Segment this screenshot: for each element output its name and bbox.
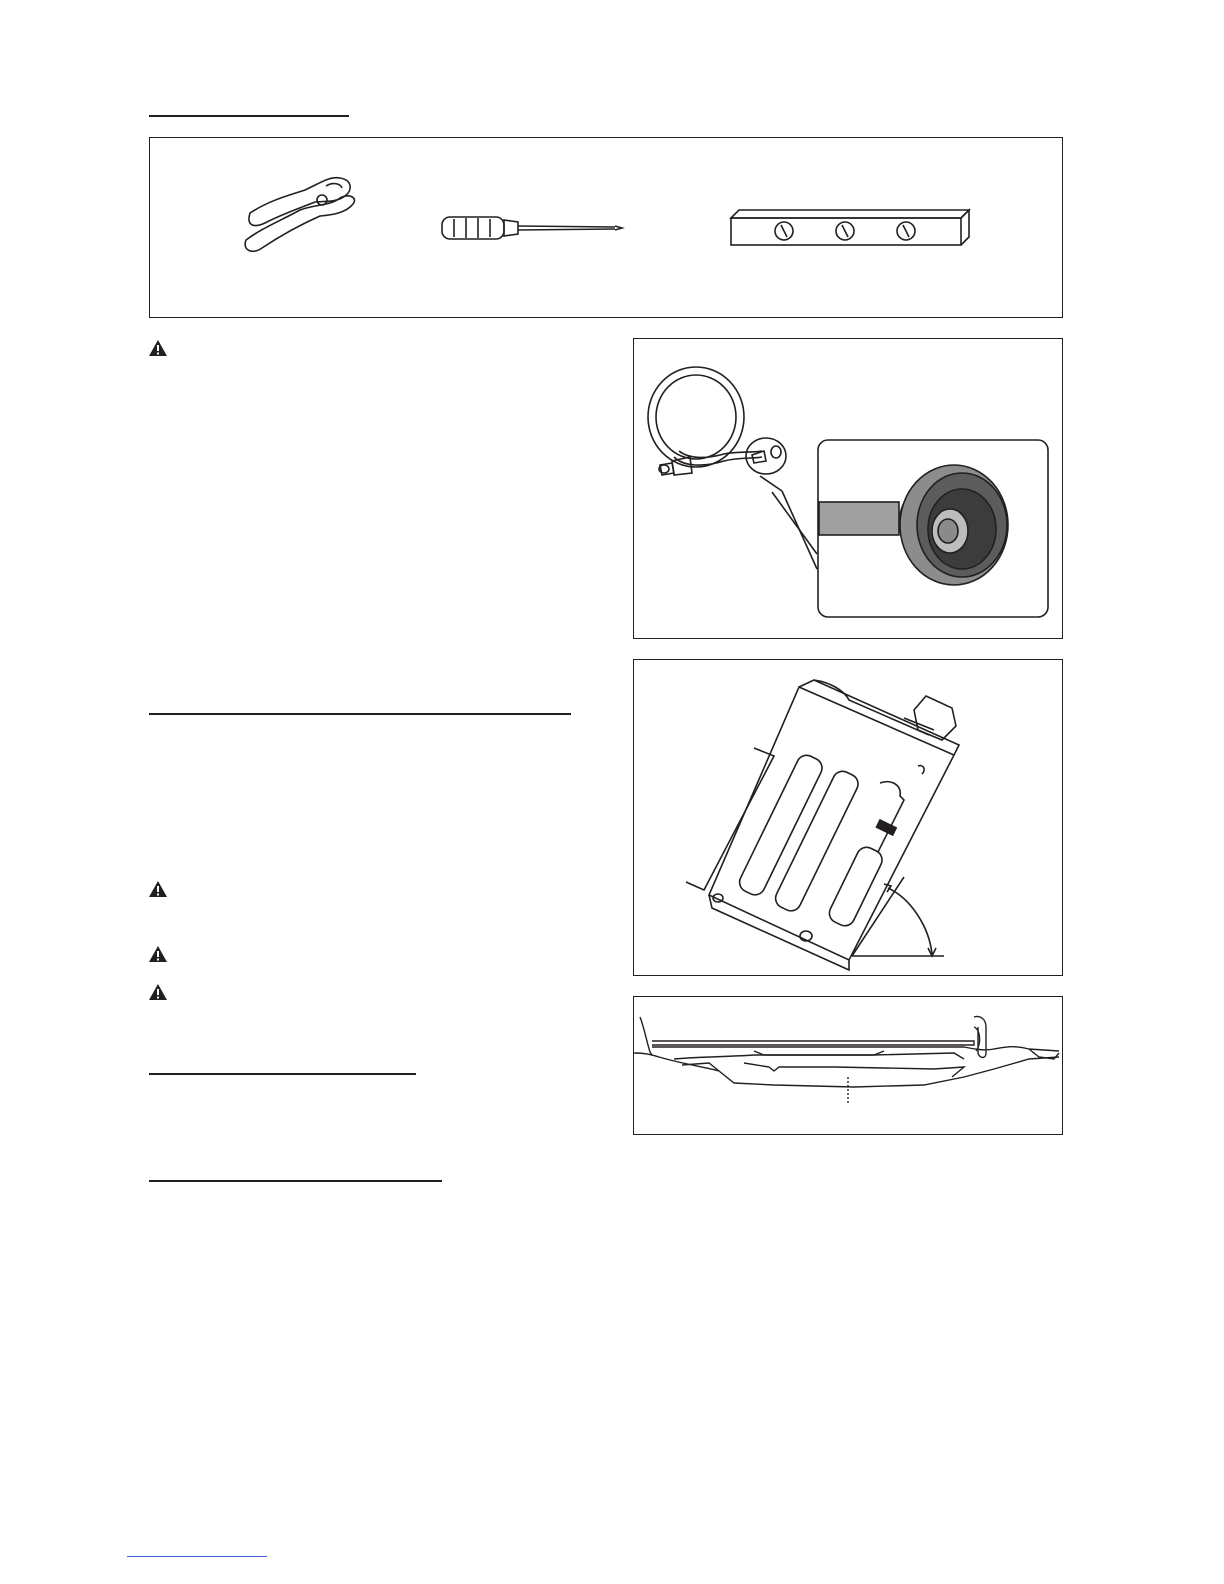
pliers-icon <box>245 178 354 252</box>
warning-triangle-icon <box>148 945 168 963</box>
warning-triangle-icon <box>148 880 168 898</box>
tools-panel <box>149 137 1063 318</box>
coiled-hose-icon <box>648 367 762 475</box>
warning-triangle-icon <box>148 339 168 357</box>
heading-rule-base <box>149 1073 416 1075</box>
screwdriver-icon <box>442 217 622 239</box>
washer-tilted-icon <box>686 680 959 970</box>
hose-coupling-detail-icon <box>772 440 1048 617</box>
warning-triangle-icon <box>148 983 168 1001</box>
spirit-level-icon <box>731 210 969 245</box>
base-figure <box>633 996 1063 1135</box>
heading-rule-tools <box>149 115 349 117</box>
heading-rule-final <box>149 1180 442 1182</box>
heading-rule-tilt <box>149 713 571 715</box>
hose-figure <box>633 338 1063 639</box>
tilt-figure <box>633 659 1063 976</box>
washer-base-cross-section-icon <box>634 1016 1059 1103</box>
angle-arc-icon <box>852 877 944 956</box>
hose-washer-icon <box>746 438 786 491</box>
footer-link-underline[interactable] <box>127 1556 267 1557</box>
